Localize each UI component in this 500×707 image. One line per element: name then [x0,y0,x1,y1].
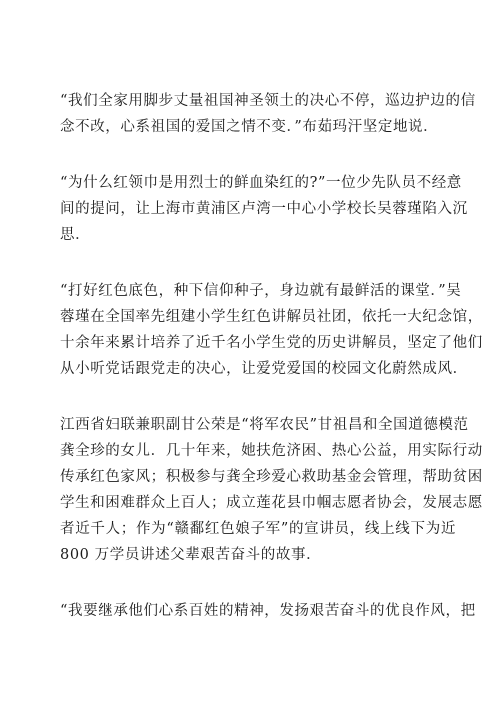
paragraph-5 [60,598,476,624]
paragraph-2 [60,170,468,248]
text-line: 者近千人；作为“赣鄱红色娘子军”的宣讲员，线上线下为近 [60,521,456,537]
text-line: “我要继承他们心系百姓的精神，发扬艰苦奋斗的优良作风，把 [60,603,476,619]
text-line: “我们全家用脚步丈量祖国神圣领土的决心不停，巡边护边的信 [60,93,476,109]
text-line: 传承红色家风；积极参与龚全珍爱心救助基金会管理，帮助贫困 [60,469,483,485]
paragraph-4 [60,412,483,568]
text-line: 思． [60,227,91,243]
text-line: 念不改，心系祖国的爱国之情不变．”布茹玛汗坚定地说． [60,119,439,135]
text-line: 江西省妇联兼职副甘公荣是“将军农民”甘祖昌和全国道德模范 [60,417,469,433]
paragraph-1 [60,88,476,140]
text-line: 800 万学员讲述父辈艰苦奋斗的故事． [60,547,322,563]
text-line: 十余年来累计培养了近千名小学生党的历史讲解员，坚定了他们 [60,335,483,351]
document-body [60,88,483,654]
text-line: “为什么红领巾是用烈士的鲜血染红的?”一位少先队员不经意 [60,175,462,191]
text-line: 间的提问，让上海市黄浦区卢湾一中心小学校长吴蓉瑾陷入沉 [60,201,468,217]
text-line: “打好红色底色，种下信仰种子，身边就有最鲜活的课堂．”吴 [60,283,462,299]
text-line: 蓉瑾在全国率先组建小学生红色讲解员社团，依托一大纪念馆， [60,309,483,325]
text-line: 龚全珍的女儿．几十年来，她扶危济困、热心公益，用实际行动 [60,443,483,459]
text-line: 从小听党话跟党走的决心，让爱党爱国的校园文化蔚然成风． [60,361,468,377]
text-line: 学生和困难群众上百人；成立莲花县巾帼志愿者协会，发展志愿 [60,495,483,511]
paragraph-3 [60,278,483,382]
